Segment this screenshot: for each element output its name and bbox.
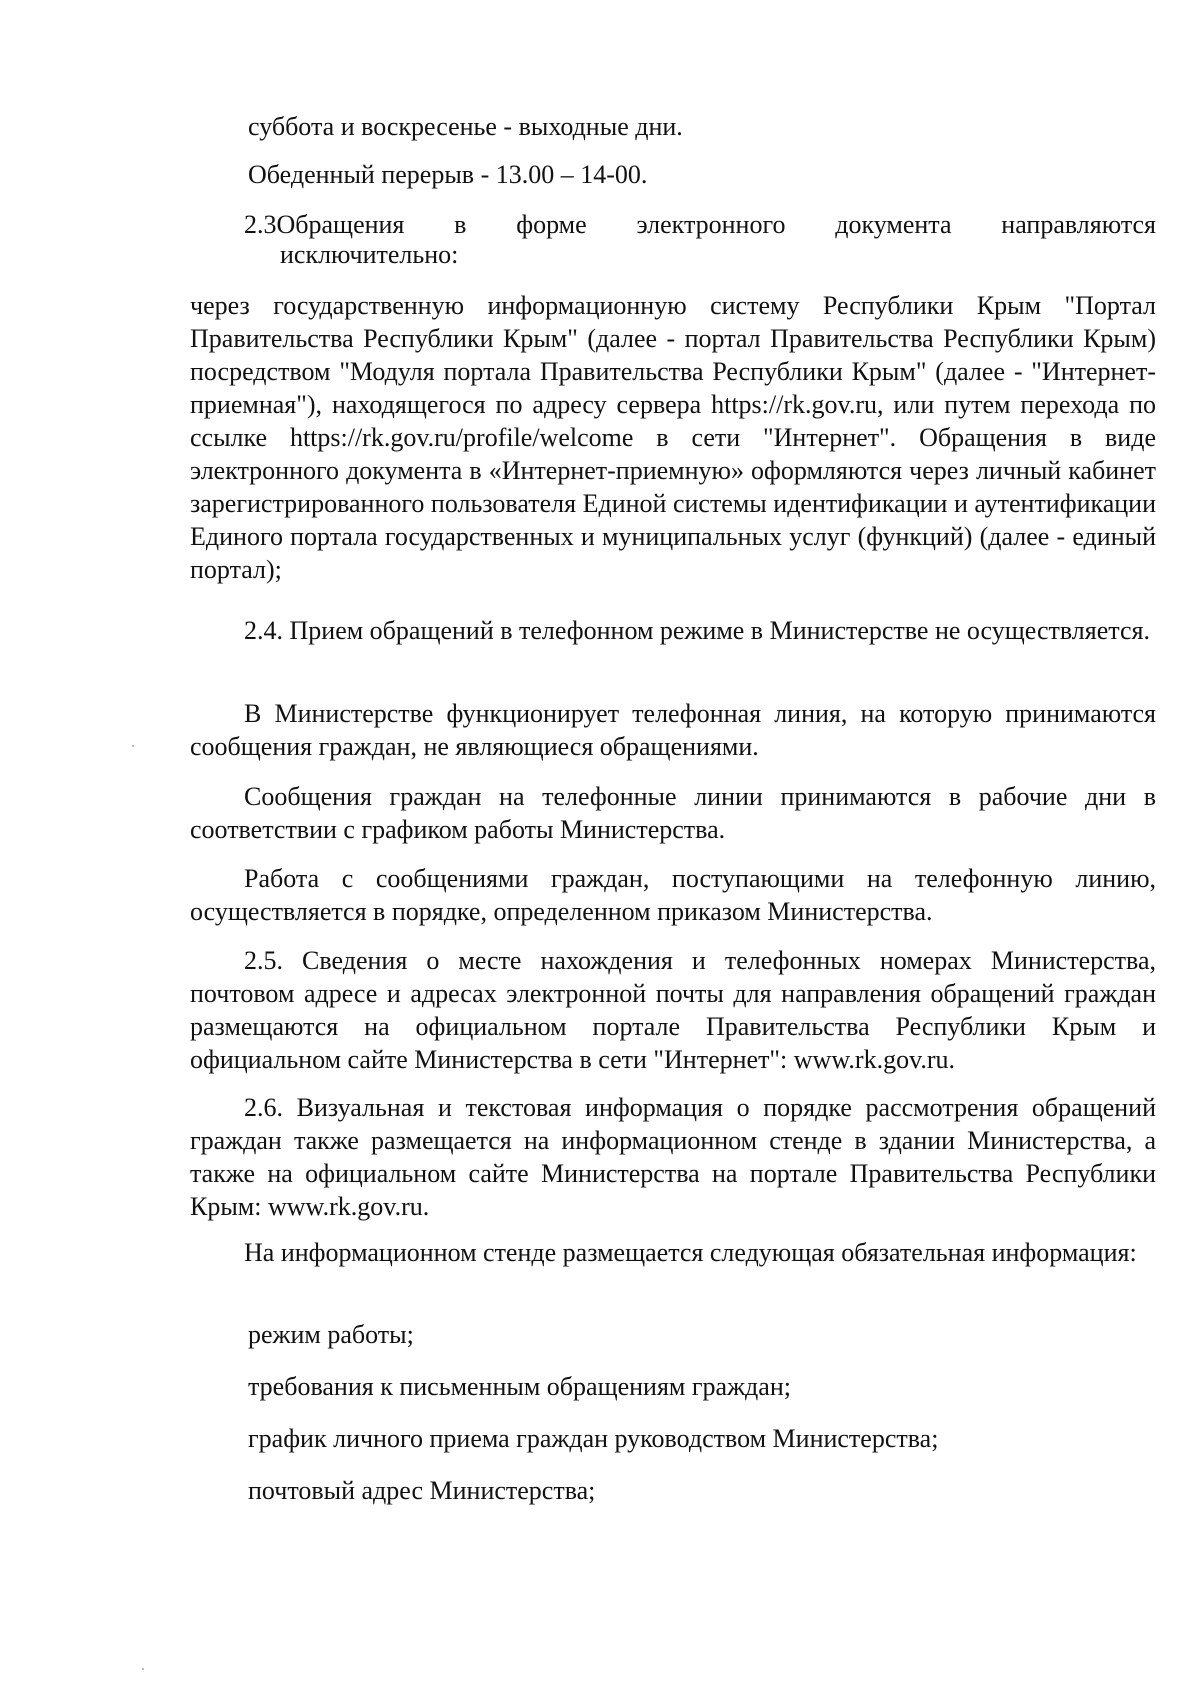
telephone-line-paragraph: В Министерстве функционирует телефонная линия, на которую принимаются сообщения граждан, не являющиеся обращениями. — [190, 699, 1156, 761]
section-2-5-paragraph: 2.5. Сведения о месте нахождения и телефонных номерах Министерства, почтовом адресе и адресах электронной почты для направления обращений граждан размещаются на официальном портале Правительства Республики Крым и официальном сайте Министерства в сети "Интернет": www.rk.gov.ru. — [190, 946, 1156, 1074]
information-stand-paragraph: На информационном стенде размещается следующая обязательная информация: — [244, 1238, 1137, 1267]
messages-handling-paragraph: Работа с сообщениями граждан, поступающими на телефонную линию, осуществляется в порядке, определенном приказом Министерства. — [190, 864, 1156, 926]
section-2-3-heading: 2.3Обращения в форме электронного документа направляются — [244, 210, 1156, 239]
list-item: требования к письменным обращениям граждан; — [248, 1372, 791, 1401]
scan-speck — [132, 745, 134, 747]
telephone-messages-paragraph: Сообщения граждан на телефонные линии принимаются в рабочие дни в соответствии с графиком работы Министерства. — [190, 782, 1156, 844]
scan-speck — [142, 1668, 144, 1670]
section-2-6-paragraph: 2.6. Визуальная и текстовая информация о порядке рассмотрения обращений граждан также размещается на информационном стенде в здании Министерства, а также на официальном сайте Министерства на портале Правительства Республики Крым: www.rk.gov.ru. — [190, 1093, 1156, 1221]
section-2-3-body: через государственную информационную систему Республики Крым "Портал Правительства Республики Крым" (далее - портал Правительства Республики Крым) посредством "Модуля портала Правительства Республики Крым" (далее - "Интернет-приемная"), находящегося по адресу сервера https://rk.gov.ru, или путем перехода по ссылке https://rk.gov.ru/profile/welcome в сети "Интернет". Обращения в виде электронного документа в «Интернет-приемную» оформляются через личный кабинет зарегистрированного пользователя Единой системы идентификации и аутентификации Единого портала государственных и муниципальных услуг (функций) (далее - единый портал); — [190, 291, 1156, 584]
section-2-4-paragraph: 2.4. Прием обращений в телефонном режиме в Министерстве не осуществляется. — [244, 616, 1150, 645]
list-item: почтовый адрес Министерства; — [248, 1476, 596, 1505]
lunch-break-line: Обеденный перерыв - 13.00 – 14-00. — [248, 160, 648, 189]
list-item: график личного приема граждан руководством Министерства; — [248, 1424, 939, 1453]
list-item: режим работы; — [248, 1320, 414, 1349]
weekend-line: суббота и воскресенье - выходные дни. — [248, 112, 683, 141]
section-2-3-heading-continuation: исключительно: — [280, 240, 459, 269]
